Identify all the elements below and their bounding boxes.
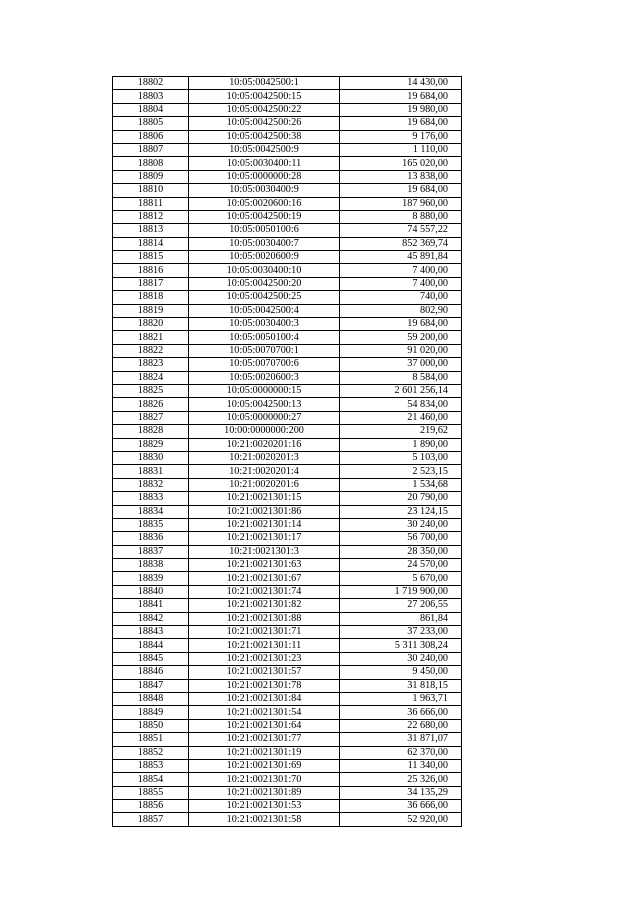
row-number-cell: 18802 bbox=[113, 77, 189, 90]
table-row bbox=[113, 639, 462, 652]
cadastral-number-cell: 10:21:0020201:3 bbox=[189, 451, 340, 464]
row-number-cell: 18852 bbox=[113, 746, 189, 759]
table-row bbox=[113, 492, 462, 505]
table-row bbox=[113, 130, 462, 143]
table-row bbox=[113, 331, 462, 344]
row-number-cell: 18817 bbox=[113, 277, 189, 290]
table-row bbox=[113, 90, 462, 103]
cadastral-number-cell: 10:21:0021301:53 bbox=[189, 800, 340, 813]
cadastral-number-cell: 10:21:0021301:69 bbox=[189, 759, 340, 772]
table-row bbox=[113, 277, 462, 290]
table-row bbox=[113, 599, 462, 612]
table-row bbox=[113, 532, 462, 545]
cadastral-number-cell: 10:21:0021301:89 bbox=[189, 786, 340, 799]
row-number-cell: 18838 bbox=[113, 559, 189, 572]
table-row bbox=[113, 77, 462, 90]
value-cell: 30 240,00 bbox=[340, 652, 462, 665]
value-cell: 219,62 bbox=[340, 425, 462, 438]
row-number-cell: 18815 bbox=[113, 251, 189, 264]
value-cell: 62 370,00 bbox=[340, 746, 462, 759]
table-row bbox=[113, 813, 462, 826]
cadastral-number-cell: 10:21:0021301:58 bbox=[189, 813, 340, 826]
row-number-cell: 18819 bbox=[113, 304, 189, 317]
value-cell: 7 400,00 bbox=[340, 264, 462, 277]
row-number-cell: 18842 bbox=[113, 612, 189, 625]
row-number-cell: 18813 bbox=[113, 224, 189, 237]
table-row bbox=[113, 224, 462, 237]
value-cell: 91 020,00 bbox=[340, 344, 462, 357]
table-row bbox=[113, 719, 462, 732]
table-body bbox=[113, 77, 462, 827]
cadastral-number-cell: 10:05:0000000:15 bbox=[189, 384, 340, 397]
row-number-cell: 18824 bbox=[113, 371, 189, 384]
table-row bbox=[113, 384, 462, 397]
table-row bbox=[113, 411, 462, 424]
row-number-cell: 18811 bbox=[113, 197, 189, 210]
cadastral-number-cell: 10:05:0030400:11 bbox=[189, 157, 340, 170]
table-row bbox=[113, 170, 462, 183]
row-number-cell: 18848 bbox=[113, 692, 189, 705]
table-row bbox=[113, 264, 462, 277]
table-row bbox=[113, 666, 462, 679]
value-cell: 7 400,00 bbox=[340, 277, 462, 290]
value-cell: 2 601 256,14 bbox=[340, 384, 462, 397]
value-cell: 5 311 308,24 bbox=[340, 639, 462, 652]
cadastral-number-cell: 10:05:0020600:16 bbox=[189, 197, 340, 210]
value-cell: 23 124,15 bbox=[340, 505, 462, 518]
cadastral-number-cell: 10:05:0042500:13 bbox=[189, 398, 340, 411]
table-row bbox=[113, 210, 462, 223]
row-number-cell: 18836 bbox=[113, 532, 189, 545]
table-row bbox=[113, 800, 462, 813]
cadastral-number-cell: 10:00:0000000:200 bbox=[189, 425, 340, 438]
value-cell: 5 103,00 bbox=[340, 451, 462, 464]
value-cell: 5 670,00 bbox=[340, 572, 462, 585]
row-number-cell: 18851 bbox=[113, 733, 189, 746]
value-cell: 36 666,00 bbox=[340, 800, 462, 813]
value-cell: 9 176,00 bbox=[340, 130, 462, 143]
value-cell: 19 684,00 bbox=[340, 117, 462, 130]
cadastral-number-cell: 10:21:0021301:74 bbox=[189, 585, 340, 598]
table-row bbox=[113, 518, 462, 531]
row-number-cell: 18807 bbox=[113, 143, 189, 156]
value-cell: 19 684,00 bbox=[340, 90, 462, 103]
value-cell: 19 684,00 bbox=[340, 318, 462, 331]
cadastral-number-cell: 10:21:0020201:6 bbox=[189, 478, 340, 491]
table-row bbox=[113, 371, 462, 384]
table-row bbox=[113, 251, 462, 264]
cadastral-number-cell: 10:21:0021301:15 bbox=[189, 492, 340, 505]
cadastral-number-cell: 10:21:0021301:19 bbox=[189, 746, 340, 759]
cadastral-number-cell: 10:05:0030400:3 bbox=[189, 318, 340, 331]
cadastral-number-cell: 10:05:0042500:22 bbox=[189, 103, 340, 116]
table-row bbox=[113, 197, 462, 210]
table-row bbox=[113, 358, 462, 371]
value-cell: 1 963,71 bbox=[340, 692, 462, 705]
table-row bbox=[113, 398, 462, 411]
value-cell: 740,00 bbox=[340, 291, 462, 304]
cadastral-number-cell: 10:21:0021301:14 bbox=[189, 518, 340, 531]
cadastral-number-cell: 10:05:0030400:7 bbox=[189, 237, 340, 250]
table-row bbox=[113, 451, 462, 464]
cadastral-number-cell: 10:21:0021301:54 bbox=[189, 706, 340, 719]
row-number-cell: 18829 bbox=[113, 438, 189, 451]
table-row bbox=[113, 425, 462, 438]
value-cell: 21 460,00 bbox=[340, 411, 462, 424]
row-number-cell: 18823 bbox=[113, 358, 189, 371]
table-row bbox=[113, 559, 462, 572]
cadastral-number-cell: 10:05:0020600:3 bbox=[189, 371, 340, 384]
cadastral-number-cell: 10:21:0021301:23 bbox=[189, 652, 340, 665]
table-row bbox=[113, 237, 462, 250]
cadastral-number-cell: 10:21:0021301:86 bbox=[189, 505, 340, 518]
row-number-cell: 18808 bbox=[113, 157, 189, 170]
table-row bbox=[113, 304, 462, 317]
row-number-cell: 18847 bbox=[113, 679, 189, 692]
table-row bbox=[113, 626, 462, 639]
row-number-cell: 18816 bbox=[113, 264, 189, 277]
cadastral-number-cell: 10:21:0021301:63 bbox=[189, 559, 340, 572]
table-row bbox=[113, 117, 462, 130]
value-cell: 59 200,00 bbox=[340, 331, 462, 344]
table-row bbox=[113, 103, 462, 116]
row-number-cell: 18850 bbox=[113, 719, 189, 732]
row-number-cell: 18804 bbox=[113, 103, 189, 116]
row-number-cell: 18853 bbox=[113, 759, 189, 772]
row-number-cell: 18856 bbox=[113, 800, 189, 813]
cadastral-number-cell: 10:05:0050100:4 bbox=[189, 331, 340, 344]
value-cell: 24 570,00 bbox=[340, 559, 462, 572]
row-number-cell: 18857 bbox=[113, 813, 189, 826]
row-number-cell: 18839 bbox=[113, 572, 189, 585]
value-cell: 37 000,00 bbox=[340, 358, 462, 371]
cadastral-number-cell: 10:21:0021301:78 bbox=[189, 679, 340, 692]
value-cell: 30 240,00 bbox=[340, 518, 462, 531]
cadastral-number-cell: 10:21:0020201:16 bbox=[189, 438, 340, 451]
table-row bbox=[113, 773, 462, 786]
row-number-cell: 18854 bbox=[113, 773, 189, 786]
value-cell: 8 880,00 bbox=[340, 210, 462, 223]
row-number-cell: 18826 bbox=[113, 398, 189, 411]
value-cell: 34 135,29 bbox=[340, 786, 462, 799]
cadastral-number-cell: 10:05:0070700:6 bbox=[189, 358, 340, 371]
row-number-cell: 18812 bbox=[113, 210, 189, 223]
value-cell: 27 206,55 bbox=[340, 599, 462, 612]
value-cell: 187 960,00 bbox=[340, 197, 462, 210]
cadastral-number-cell: 10:21:0021301:77 bbox=[189, 733, 340, 746]
cadastral-number-cell: 10:05:0030400:10 bbox=[189, 264, 340, 277]
table-row bbox=[113, 291, 462, 304]
row-number-cell: 18834 bbox=[113, 505, 189, 518]
value-cell: 52 920,00 bbox=[340, 813, 462, 826]
row-number-cell: 18822 bbox=[113, 344, 189, 357]
row-number-cell: 18820 bbox=[113, 318, 189, 331]
row-number-cell: 18831 bbox=[113, 465, 189, 478]
row-number-cell: 18833 bbox=[113, 492, 189, 505]
cadastral-number-cell: 10:05:0042500:1 bbox=[189, 77, 340, 90]
cadastral-number-cell: 10:05:0030400:9 bbox=[189, 184, 340, 197]
row-number-cell: 18855 bbox=[113, 786, 189, 799]
row-number-cell: 18843 bbox=[113, 626, 189, 639]
table-row bbox=[113, 572, 462, 585]
value-cell: 2 523,15 bbox=[340, 465, 462, 478]
row-number-cell: 18810 bbox=[113, 184, 189, 197]
value-cell: 861,84 bbox=[340, 612, 462, 625]
value-cell: 54 834,00 bbox=[340, 398, 462, 411]
value-cell: 28 350,00 bbox=[340, 545, 462, 558]
value-cell: 1 534,68 bbox=[340, 478, 462, 491]
value-cell: 19 980,00 bbox=[340, 103, 462, 116]
value-cell: 165 020,00 bbox=[340, 157, 462, 170]
table-row bbox=[113, 478, 462, 491]
row-number-cell: 18803 bbox=[113, 90, 189, 103]
value-cell: 45 891,84 bbox=[340, 251, 462, 264]
value-cell: 22 680,00 bbox=[340, 719, 462, 732]
cadastral-number-cell: 10:05:0000000:28 bbox=[189, 170, 340, 183]
cadastral-number-cell: 10:21:0021301:11 bbox=[189, 639, 340, 652]
cadastral-number-cell: 10:05:0070700:1 bbox=[189, 344, 340, 357]
row-number-cell: 18835 bbox=[113, 518, 189, 531]
value-cell: 802,90 bbox=[340, 304, 462, 317]
row-number-cell: 18814 bbox=[113, 237, 189, 250]
value-cell: 56 700,00 bbox=[340, 532, 462, 545]
table-row bbox=[113, 692, 462, 705]
row-number-cell: 18837 bbox=[113, 545, 189, 558]
cadastral-number-cell: 10:05:0042500:19 bbox=[189, 210, 340, 223]
value-cell: 25 326,00 bbox=[340, 773, 462, 786]
cadastral-number-cell: 10:05:0000000:27 bbox=[189, 411, 340, 424]
row-number-cell: 18825 bbox=[113, 384, 189, 397]
value-cell: 1 110,00 bbox=[340, 143, 462, 156]
table-row bbox=[113, 733, 462, 746]
table-row bbox=[113, 652, 462, 665]
table-row bbox=[113, 505, 462, 518]
cadastral-number-cell: 10:21:0021301:3 bbox=[189, 545, 340, 558]
row-number-cell: 18809 bbox=[113, 170, 189, 183]
value-cell: 31 818,15 bbox=[340, 679, 462, 692]
table-row bbox=[113, 706, 462, 719]
cadastral-number-cell: 10:21:0021301:82 bbox=[189, 599, 340, 612]
cadastral-number-cell: 10:21:0021301:64 bbox=[189, 719, 340, 732]
cadastral-number-cell: 10:05:0020600:9 bbox=[189, 251, 340, 264]
cadastral-number-cell: 10:21:0021301:71 bbox=[189, 626, 340, 639]
row-number-cell: 18844 bbox=[113, 639, 189, 652]
table-row bbox=[113, 157, 462, 170]
table-row bbox=[113, 679, 462, 692]
table-row bbox=[113, 318, 462, 331]
value-cell: 1 719 900,00 bbox=[340, 585, 462, 598]
value-cell: 1 890,00 bbox=[340, 438, 462, 451]
table-row bbox=[113, 585, 462, 598]
cadastral-number-cell: 10:21:0021301:57 bbox=[189, 666, 340, 679]
row-number-cell: 18830 bbox=[113, 451, 189, 464]
row-number-cell: 18818 bbox=[113, 291, 189, 304]
value-cell: 74 557,22 bbox=[340, 224, 462, 237]
cadastral-value-table bbox=[112, 76, 462, 827]
cadastral-number-cell: 10:21:0021301:84 bbox=[189, 692, 340, 705]
value-cell: 9 450,00 bbox=[340, 666, 462, 679]
cadastral-number-cell: 10:05:0050100:6 bbox=[189, 224, 340, 237]
table-row bbox=[113, 143, 462, 156]
value-cell: 20 790,00 bbox=[340, 492, 462, 505]
cadastral-number-cell: 10:05:0042500:20 bbox=[189, 277, 340, 290]
row-number-cell: 18805 bbox=[113, 117, 189, 130]
value-cell: 852 369,74 bbox=[340, 237, 462, 250]
table-row bbox=[113, 465, 462, 478]
value-cell: 37 233,00 bbox=[340, 626, 462, 639]
row-number-cell: 18845 bbox=[113, 652, 189, 665]
value-cell: 8 584,00 bbox=[340, 371, 462, 384]
table-row bbox=[113, 438, 462, 451]
cadastral-number-cell: 10:21:0020201:4 bbox=[189, 465, 340, 478]
value-cell: 11 340,00 bbox=[340, 759, 462, 772]
value-cell: 14 430,00 bbox=[340, 77, 462, 90]
row-number-cell: 18832 bbox=[113, 478, 189, 491]
value-cell: 19 684,00 bbox=[340, 184, 462, 197]
cadastral-number-cell: 10:05:0042500:9 bbox=[189, 143, 340, 156]
row-number-cell: 18840 bbox=[113, 585, 189, 598]
table-row bbox=[113, 612, 462, 625]
table-row bbox=[113, 786, 462, 799]
table-row bbox=[113, 746, 462, 759]
table-row bbox=[113, 759, 462, 772]
cadastral-number-cell: 10:21:0021301:70 bbox=[189, 773, 340, 786]
cadastral-number-cell: 10:21:0021301:88 bbox=[189, 612, 340, 625]
row-number-cell: 18827 bbox=[113, 411, 189, 424]
value-cell: 36 666,00 bbox=[340, 706, 462, 719]
value-cell: 31 871,07 bbox=[340, 733, 462, 746]
row-number-cell: 18821 bbox=[113, 331, 189, 344]
cadastral-number-cell: 10:05:0042500:25 bbox=[189, 291, 340, 304]
table-row bbox=[113, 344, 462, 357]
table-row bbox=[113, 184, 462, 197]
cadastral-number-cell: 10:05:0042500:4 bbox=[189, 304, 340, 317]
row-number-cell: 18806 bbox=[113, 130, 189, 143]
cadastral-number-cell: 10:05:0042500:15 bbox=[189, 90, 340, 103]
row-number-cell: 18849 bbox=[113, 706, 189, 719]
row-number-cell: 18841 bbox=[113, 599, 189, 612]
cadastral-number-cell: 10:21:0021301:67 bbox=[189, 572, 340, 585]
table-row bbox=[113, 545, 462, 558]
cadastral-number-cell: 10:05:0042500:38 bbox=[189, 130, 340, 143]
cadastral-number-cell: 10:05:0042500:26 bbox=[189, 117, 340, 130]
row-number-cell: 18828 bbox=[113, 425, 189, 438]
cadastral-number-cell: 10:21:0021301:17 bbox=[189, 532, 340, 545]
value-cell: 13 838,00 bbox=[340, 170, 462, 183]
row-number-cell: 18846 bbox=[113, 666, 189, 679]
